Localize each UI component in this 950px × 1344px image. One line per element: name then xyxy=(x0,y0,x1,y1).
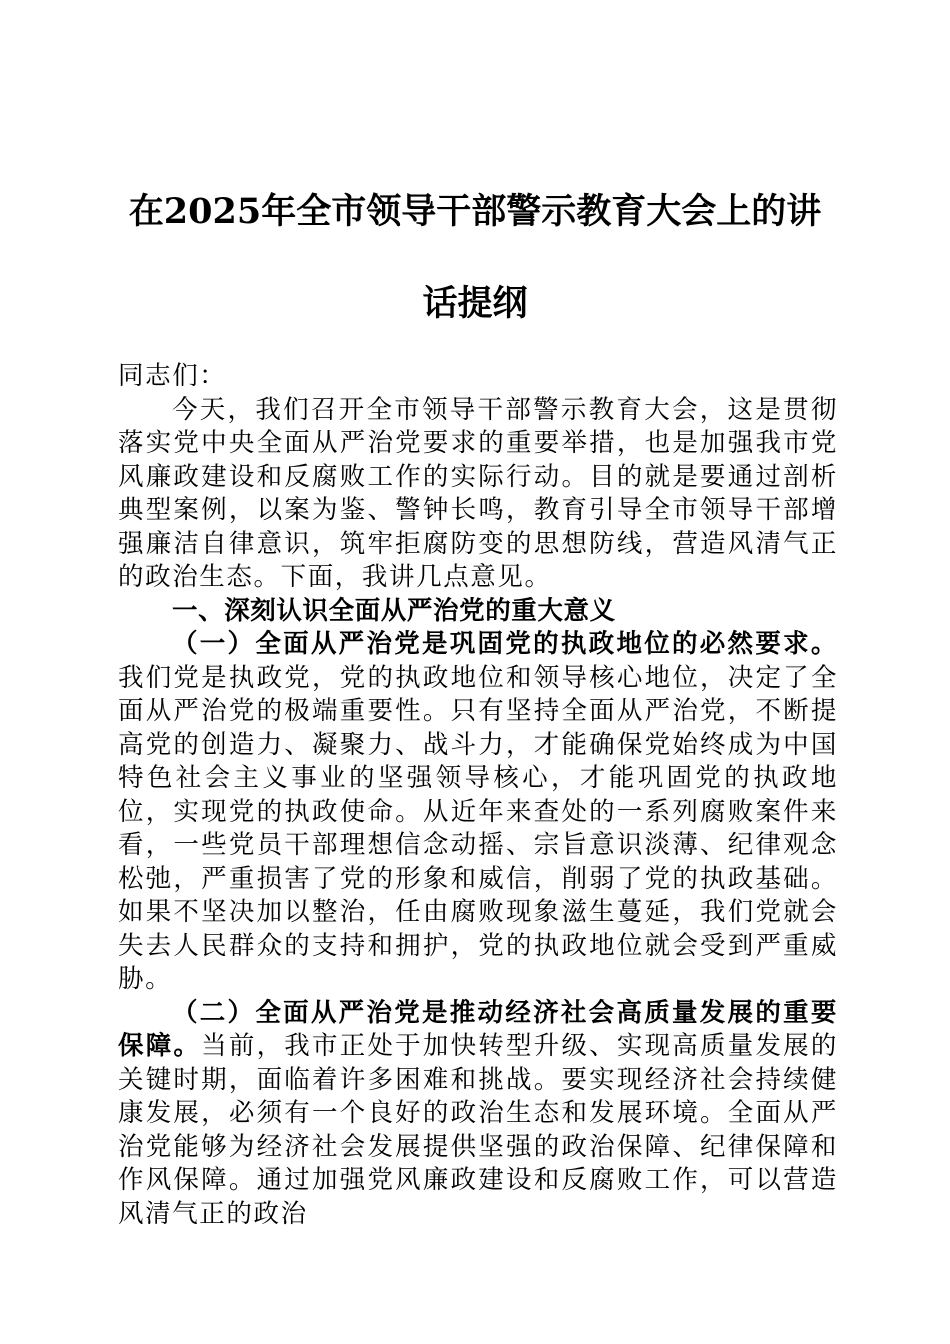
subsection-paragraph-2 xyxy=(118,997,838,1232)
salutation: 同志们： xyxy=(118,361,227,391)
document-body xyxy=(118,360,838,1231)
subsection-text-2: 当前，我市正处于加快转型升级、实现高质量发展的关键时期，面临着许多困难和挑战。要实现经济社会持续健康发展，必须有一个良好的政治生态和发展环境。全面从严治党能够为经济社会发展提供坚强的政治保障、纪律保障和作风保障。通过加强党风廉政建设和反腐败工作，可以营造风清气正的政治 xyxy=(118,1031,838,1229)
document-title: 在2025年全市领导干部警示教育大会上的讲话提纲 xyxy=(128,191,822,324)
section-heading-1: 一、深刻认识全面从严治党的重大意义 xyxy=(172,595,616,626)
subsection-paragraph-1 xyxy=(118,628,838,997)
subsection-lead-1: （一）全面从严治党是巩固党的执政地位的必然要求。 xyxy=(172,629,838,659)
subsection-lead-2: （二）全面从严治党是推动经济社会高质量发展的重要保障。 xyxy=(118,997,838,1061)
subsection-text-1: 我们党是执政党，党的执政地位和领导核心地位，决定了全面从严治党的极端重要性。只有坚持全面从严治党，不断提高党的创造力、凝聚力、战斗力，才能确保党始终成为中国特色社会主义事业的坚强领导核心，才能巩固党的执政地位，实现党的执政使命。从近年来查处的一系列腐败案件来看，一些党员干部理想信念动摇、宗旨意识淡薄、纪律观念松弛，严重损害了党的形象和威信，削弱了党的执政基础。如果不坚决加以整治，任由腐败现象滋生蔓延，我们党就会失去人民群众的支持和拥护，党的执政地位就会受到严重威胁。 xyxy=(118,662,838,994)
intro-paragraph: 今天，我们召开全市领导干部警示教育大会，这是贯彻落实党中央全面从严治党要求的重要举措，也是加强我市党风廉政建设和反腐败工作的实际行动。目的就是要通过剖析典型案例，以案为鉴、警钟长鸣，教育引导全市领导干部增强廉洁自律意识，筑牢拒腐防变的思想防线，营造风清气正的政治生态。下面，我讲几点意见。 xyxy=(118,394,838,592)
